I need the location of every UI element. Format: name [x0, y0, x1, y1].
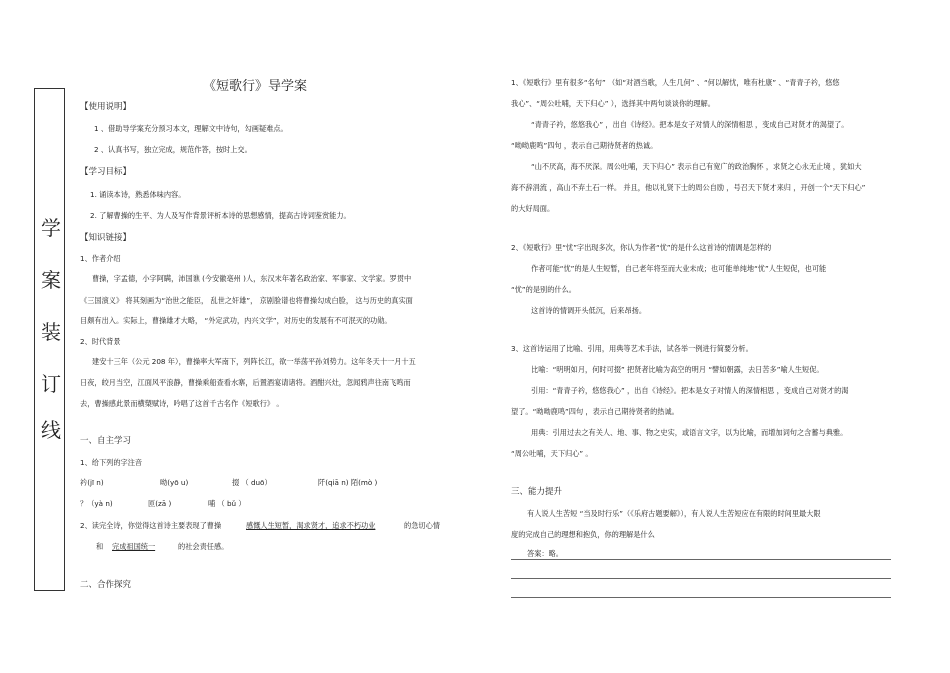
pinyin-item: 匝(zā ) [148, 499, 172, 508]
goal-item: 2. 了解曹操的生平、为人及写作背景评析本诗的思想感情，提高古诗词鉴赏能力。 [90, 211, 351, 220]
paragraph-line: 望了。“呦呦鹿鸣”四句 ，表示自己期待贤者的热诚。 [511, 407, 679, 416]
section-heading: 一、自主学习 [80, 436, 132, 446]
paragraph-line: 2、《短歌行》里“忧”字出现多次，你认为作者“忧”的是什么这首诗的情调是怎样的 [511, 243, 772, 252]
pinyin-item: 哺 （ bǔ ） [208, 499, 246, 508]
answer-line [511, 578, 891, 579]
paragraph-line: 用典：引用过去之有关人、地、事、物之史实，或语言文字，以为比喻，而增加词句之含蓄与典雅。 [531, 428, 848, 437]
paragraph-line: “周公吐哺，天下归心” 。 [511, 449, 593, 458]
pinyin-item: 呦(yō u) [160, 478, 189, 487]
question-text: 的社会责任感。 [178, 542, 229, 551]
pinyin-item: ？（yà n) [80, 499, 113, 508]
pinyin-item: 阡(qiā n) 陌(mò ) [318, 478, 378, 487]
paragraph-line: “山不厌高，海不厌深。周公吐哺，天下归心” 表示自己有宽广的政治胸怀 ，求贤之心永无止境 ，犹如大 [531, 162, 862, 171]
paragraph-line: 目颇有出入。实际上，曹操雄才大略， “外定武功，内兴文学”，对历史的发展有不可泯灭的功勋。 [80, 316, 392, 325]
question-heading: 1、给下列的字注音 [80, 458, 143, 467]
goals-header: 【学习目标】 [80, 167, 132, 177]
paragraph-line: 1、《短歌行》里有很多“名句” （如“对酒当歌，人生几何” 、“何以解忧，唯有杜康” 、“青青子衿，悠悠 [511, 78, 840, 87]
binding-char: 线 [41, 418, 61, 442]
paragraph-line: 比喻：“明明如月，何时可掇” 把贤者比喻为高空的明月 “譬如朝露，去日苦多”喻人生短促。 [531, 365, 824, 374]
paragraph-line: 日夜，皎月当空，江面风平浪静，曹操乘船查看水寨，后置酒宴请诸将。酒酣兴灶，忽闻鸦声往南飞鸣而 [80, 378, 411, 387]
question-text: 和 [96, 542, 104, 551]
knowledge-header: 【知识链接】 [80, 233, 132, 243]
answer-line [511, 559, 891, 560]
pinyin-item: 掇 （ duō） [232, 478, 272, 487]
paragraph-line: 我心”、“周公吐哺，天下归心” ），选择其中两句谈谈你的理解。 [511, 99, 715, 108]
usage-header: 【使用说明】 [80, 102, 132, 112]
goal-item: 1. 诵读本诗，熟悉体味内容。 [90, 190, 186, 199]
section-heading: 二、合作探究 [80, 580, 132, 590]
question-text: 的急切心情 [404, 521, 440, 530]
binding-char: 学 [41, 216, 61, 240]
usage-item: 2 、认真书写，独立完成，规范作答，按时上交。 [94, 145, 252, 154]
binding-char: 装 [41, 320, 61, 344]
paragraph-line: 去，曹操感此景而横槊赋诗，吟唱了这首千古名作《短歌行》 。 [80, 399, 284, 408]
answer-underlined: 感慨人生短暂，渴求贤才，追求不朽功业 [246, 521, 376, 530]
binding-char: 案 [41, 268, 61, 292]
paragraph-line: 3、这首诗运用了比喻、引用，用典等艺术手法，试各举一例进行简要分析。 [511, 344, 753, 353]
paragraph-line: 建安十三年（公元 208 年），曹操率大军南下，列阵长江，欲一举荡平孙刘势力。这年冬天十一月十五 [92, 357, 416, 366]
paragraph-line: “青青子衿，悠悠我心” ，出自《诗经》。把本是女子对情人的深情相思 ，变成自己对贤才的渴望了。 [531, 120, 849, 129]
answer-text: 答案：略。 [527, 549, 563, 558]
author-heading: 1、作者介绍 [80, 254, 121, 263]
binding-char: 订 [41, 372, 61, 396]
usage-item: 1 、借助导学案充分预习本文，理解文中诗句，勾画疑难点。 [94, 124, 288, 133]
paragraph-line: 有人说人生苦短 “当及时行乐”（《乐府古题要解》），有人说人生苦短应在有限的时间里最大限 [527, 509, 821, 518]
paragraph-line: 作者可能“忧”的是人生短暂，自己老年将至而大业未成；也可能单纯地“忧”人生短促，也可能 [531, 264, 827, 273]
answer-underlined: 完成祖国统一 [112, 542, 156, 551]
pinyin-item: 衿(jī n) [80, 478, 104, 487]
paragraph-line: 海不辞涓流 ，高山不弃土石一样。 并且，他以礼贤下士的周公自励 ，号召天下贤才来归 ，开创一个“天下归心” [511, 183, 866, 192]
paragraph-line: 度的完成自己的理想和抱负，你的理解是什么 [511, 530, 655, 539]
paragraph-line: 的大好局面。 [511, 204, 555, 213]
paragraph-line: 这首诗的情调开头低沉，后来昂扬。 [531, 306, 647, 315]
paragraph-line: 《三国演义》 将其刻画为“治世之能臣， 乱世之奸雄”， 京剧脸谱也将曹操勾成白脸， 这与历史的真实面 [80, 296, 413, 305]
paragraph-line: 引用：“青青子衿，悠悠我心” ，出自《诗经》。把本是女子对情人的深情相思 ，变成自己对贤才的渴 [531, 386, 849, 395]
question-text: 2、读完全诗，你觉得这首诗主要表现了曹操 [80, 521, 222, 530]
paragraph-line: 曹操，字孟德，小字阿瞒，沛国谯 (今安徽亳州 )人，东汉末年著名政治家、军事家、文学家。罗贯中 [92, 274, 412, 283]
section-heading: 三、能力提升 [511, 487, 563, 497]
paragraph-line: “呦呦鹿鸣”四句 ，表示自己期待贤者的热诚。 [511, 141, 658, 150]
paragraph-line: “忧”的是别的什么。 [511, 285, 576, 294]
page-title: 《短歌行》导学案 [203, 79, 308, 94]
background-heading: 2、时代背景 [80, 337, 121, 346]
answer-line [511, 597, 891, 598]
